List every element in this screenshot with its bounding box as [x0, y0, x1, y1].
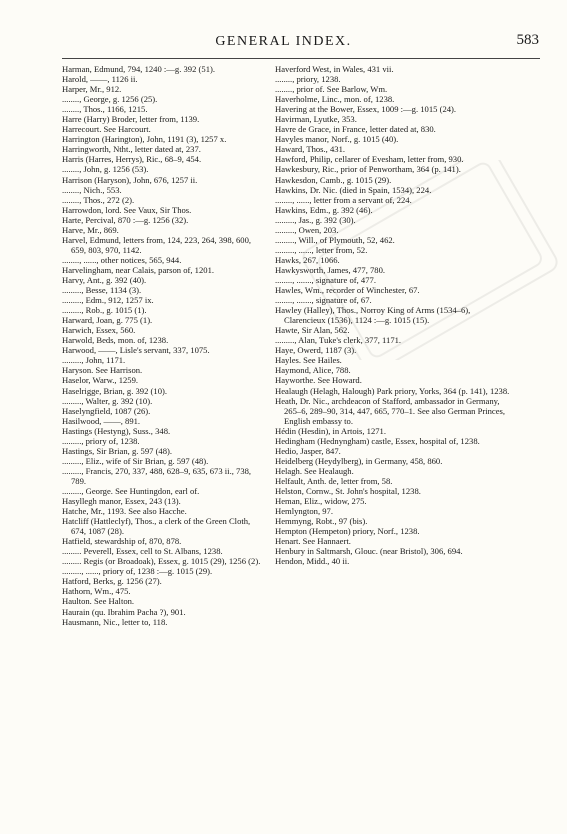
index-entry: Harrowdon, lord. See Vaux, Sir Thos. [62, 204, 192, 215]
index-entry: ........., priory of, 1238. [62, 435, 140, 446]
index-entry: Hempton (Hempeton) priory, Norf., 1238. [275, 526, 420, 537]
index-entry: Haye, Owerd, 1187 (3). [275, 345, 357, 356]
index-entry: Hawte, Sir Alan, 562. [275, 325, 350, 336]
index-entry: Hatcliff (Hattleclyf), Thos., a clerk of the Green Cloth, 674, 1087 (28). [62, 516, 251, 537]
index-entry: Hayles. See Hailes. [275, 355, 342, 366]
index-entry: Hasyllegh manor, Essex, 243 (13). [62, 496, 181, 507]
index-entry: Hawles, Wm., recorder of Winchester, 67. [275, 285, 420, 296]
index-entry: ........., George. See Huntingdon, earl of. [62, 485, 200, 496]
index-entry: Helston, Cornw., St. John's hospital, 1238. [275, 485, 421, 496]
index-entry: Harvel, Edmund, letters from, 124, 223, 264, 398, 600, 659, 803, 970, 1142. [62, 234, 252, 255]
index-entry: Hastings, Sir Brian, g. 597 (48). [62, 445, 173, 456]
index-entry: Helfault, Anth. de, letter from, 58. [275, 475, 393, 486]
index-entry: Hawley (Halley), Thos., Norroy King of Arms (1534–6), Clarencieux (1536), 1124 :—g. 1015 (15). [275, 305, 471, 326]
index-entry: Harrison (Haryson), John, 676, 1257 ii. [62, 174, 198, 185]
index-entry: Harrecourt. See Harcourt. [62, 124, 151, 135]
index-entry: ........., ......, priory of, 1238 :—g. 1015 (29). [62, 566, 213, 577]
index-entry: Hayworthe. See Howard. [275, 375, 362, 386]
index-entry: Hendon, Midd., 40 ii. [275, 556, 350, 567]
index-entry: Haselyngfield, 1087 (26). [62, 405, 151, 416]
index-entry: ......... Peverell, Essex, cell to St. Albans, 1238. [62, 546, 223, 557]
index-entry: ........, Thos., 272 (2). [62, 194, 135, 205]
index-entry: ........, Nich., 553. [62, 184, 122, 195]
header-rule [62, 58, 540, 59]
index-entry: ........, John, g. 1256 (53). [62, 164, 149, 175]
index-entry: Haselor, Warw., 1259. [62, 375, 139, 386]
index-entry: Harwold, Beds, mon. of, 1238. [62, 335, 169, 346]
index-entry: Haselrigge, Brian, g. 392 (10). [62, 385, 168, 396]
index-entry: ........., Jas., g. 392 (30). [275, 214, 356, 225]
index-entry: ........., Owen, 203. [275, 224, 339, 235]
index-entry: ........, ......., signature of, 477. [275, 274, 376, 285]
index-entry: ........, prior of. See Barlow, Wm. [275, 84, 388, 95]
index-entry: Haverford West, in Wales, 431 vii. [275, 64, 394, 74]
index-entry: Harvelingham, near Calais, parson of, 1201. [62, 264, 215, 275]
index-entry: Healaugh (Helagh, Halough) Park priory, Yorks, 364 (p. 141), 1238. [275, 385, 510, 396]
index-entry: ........., Francis, 270, 337, 488, 628–9, 635, 673 ii., 738, 789. [62, 465, 252, 486]
index-entry: Henbury in Saltmarsh, Glouc. (near Bristol), 306, 694. [275, 546, 463, 557]
index-entry: ........., John, 1171. [62, 355, 126, 366]
index-entry: Henart. See Hannaert. [275, 536, 351, 547]
index-entry: Harris (Harres, Herrys), Ric., 68–9, 454. [62, 154, 202, 165]
index-entry: Haward, Thos., 431. [275, 144, 346, 155]
index-entry: ........., Eliz., wife of Sir Brian, g. 597 (48). [62, 455, 209, 466]
index-entry: Heath, Dr. Nic., archdeacon of Stafford, ambassador in Germany, 265–6, 289–90, 314, 447, 665, 770–1. See also German Princes, English embassy to. [275, 395, 506, 426]
index-entry: Havering at the Bower, Essex, 1009 :—g. 1015 (24). [275, 104, 457, 115]
index-entry: Harward, Joan, g. 775 (1). [62, 315, 153, 326]
index-entry: ........., Edm., 912, 1257 ix. [62, 295, 154, 306]
index-entry: Hausmann, Nic., letter to, 118. [62, 616, 168, 627]
index-entry: Haulton. See Halton. [62, 596, 135, 607]
page-title: GENERAL INDEX. [215, 34, 352, 49]
index-entry: Heman, Eliz., widow, 275. [275, 496, 367, 507]
index-entry: Hatfield, stewardship of, 870, 878. [62, 536, 182, 547]
index-entry: Hasilwood, ——, 891. [62, 415, 141, 426]
index-entry: Harman, Edmund, 794, 1240 :—g. 392 (51). [62, 64, 215, 74]
index-entry: Hatche, Mr., 1193. See also Hacche. [62, 506, 187, 517]
index-entry: ........., Alan, Tuke's clerk, 377, 1171. [275, 335, 402, 346]
index-entry: Harper, Mr., 912. [62, 84, 122, 95]
index-entry: Hedingham (Hednyngham) castle, Essex, hospital of, 1238. [275, 435, 480, 446]
index-entry: Harwood, ——, Lisle's servant, 337, 1075. [62, 345, 210, 356]
index-entry: Haverholme, Linc., mon. of, 1238. [275, 94, 395, 105]
index-entry: Havyles manor, Norf., g. 1015 (40). [275, 134, 399, 145]
index-entry: Hawkysworth, James, 477, 780. [275, 264, 386, 275]
index-entry: Hastings (Hestyng), Suss., 348. [62, 425, 171, 436]
index-entry: Heidelberg (Heydylberg), in Germany, 458, 860. [275, 455, 443, 466]
index-entry: ........, ......., signature of, 67. [275, 295, 372, 306]
index-entry: Harrington (Harington), John, 1191 (3), 1257 x. [62, 134, 227, 145]
index-entry: Haurain (qu. Ibrahim Pacha ?), 901. [62, 606, 186, 617]
index-entry: Helagh. See Healaugh. [275, 465, 354, 476]
index-entry: Hawks, 267, 1066. [275, 254, 340, 265]
index-entry: Hédin (Hesdin), in Artois, 1271. [275, 425, 386, 436]
index-entry: Harre (Harry) Broder, letter from, 1139. [62, 114, 200, 125]
index-entry: ........., Rob., g. 1015 (1). [62, 305, 147, 316]
index-entry: Hemmyng, Robt., 97 (bis). [275, 516, 368, 527]
index-column-right [275, 64, 510, 566]
index-entry: Hedio, Jasper, 847. [275, 445, 341, 456]
index-entry: Hawkins, Edm., g. 392 (46). [275, 204, 373, 215]
index-entry: ........., ......, letter from, 52. [275, 244, 368, 255]
index-entry: Hawkesbury, Ric., prior of Penwortham, 364 (p. 141). [275, 164, 461, 175]
index-entry: Harve, Mr., 869. [62, 224, 119, 235]
index-column-left [62, 64, 267, 627]
index-entry: Harringworth, Ntht., letter dated at, 237. [62, 144, 201, 155]
page-header [0, 30, 567, 52]
index-entry: Harvy, Ant., g. 392 (40). [62, 274, 147, 285]
index-entry: ........, ......, other notices, 565, 944. [62, 254, 182, 265]
index-entry: ........, ......, letter from a servant of, 224. [275, 194, 412, 205]
index-entry: Hatford, Berks, g. 1256 (27). [62, 576, 162, 587]
index-entry: Hemlyngton, 97. [275, 506, 334, 517]
page-number: 583 [516, 32, 539, 48]
index-entry: ........., Walter, g. 392 (10). [62, 395, 153, 406]
index-entry: Hathorn, Wm., 475. [62, 586, 131, 597]
index-entry: ......... Regis (or Broadoak), Essex, g. 1015 (29), 1256 (2). [62, 556, 261, 567]
index-entry: Harwich, Essex, 560. [62, 325, 136, 336]
index-entry: ........., Will., of Plymouth, 52, 462. [275, 234, 395, 245]
index-entry: Havre de Grace, in France, letter dated at, 830. [275, 124, 436, 135]
index-entry: Haymond, Alice, 788. [275, 365, 351, 376]
index-entry: Haryson. See Harrison. [62, 365, 143, 376]
index-entry: ........., Besse, 1134 (3). [62, 285, 142, 296]
index-entry: Hawkesdon, Camb., g. 1015 (29). [275, 174, 392, 185]
index-entry: Hawford, Philip, cellarer of Evesham, letter from, 930. [275, 154, 464, 165]
index-entry: Havirman, Lyutke, 353. [275, 114, 357, 125]
index-entry: Hawkins, Dr. Nic. (died in Spain, 1534), 224. [275, 184, 432, 195]
index-entry: ........, George, g. 1256 (25). [62, 94, 158, 105]
index-entry: ........, priory, 1238. [275, 74, 341, 85]
index-entry: Harold, ——, 1126 ii. [62, 74, 138, 85]
index-entry: Harte, Percival, 870 :—g. 1256 (32). [62, 214, 189, 225]
index-entry: ........, Thos., 1166, 1215. [62, 104, 148, 115]
